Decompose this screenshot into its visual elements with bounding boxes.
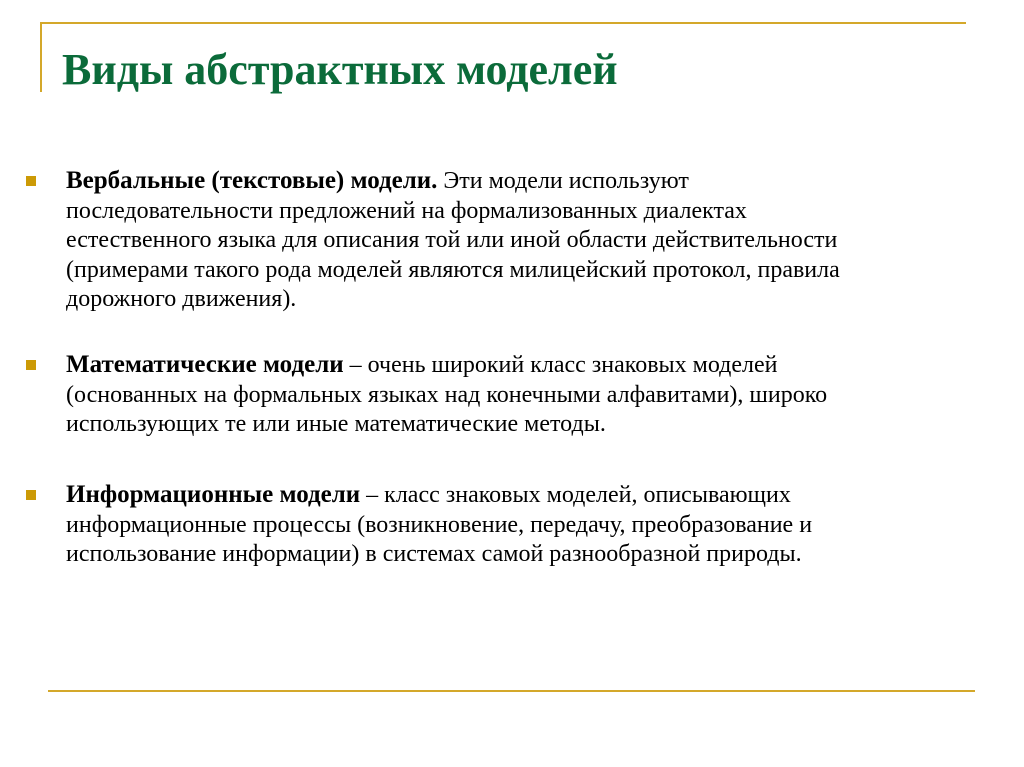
item-text: Эти модели используют	[437, 168, 689, 194]
square-bullet-icon	[26, 176, 36, 186]
item-text: дорожного движения).	[66, 286, 297, 312]
item-text: информационные процессы (возникновение, передачу, преобразование и	[66, 511, 813, 538]
item-text: – очень широкий класс знаковых моделей	[343, 352, 778, 378]
slide-title: Виды абстрактных моделей	[62, 45, 618, 94]
item-text: – класс знаковых моделей, описывающих	[360, 482, 791, 508]
item-text: использование информации) в системах самой разнообразной природы.	[66, 541, 802, 567]
item-text: последовательности предложений на формализованных диалектах	[66, 197, 747, 224]
item-lead: Вербальные (текстовые) модели.	[66, 167, 438, 194]
item-text: (основанных на формальных языках над конечными алфавитами), широко	[66, 381, 828, 408]
item-text: естественного языка для описания той или иной области действительности	[66, 227, 838, 253]
item-text: (примерами такого рода моделей являются милицейский протокол, правила	[66, 256, 840, 283]
item-lead: Информационные модели	[66, 481, 361, 508]
item-text: использующих те или иные математические методы.	[66, 411, 606, 437]
item-lead: Математические модели	[66, 351, 344, 378]
top-rule	[40, 22, 966, 24]
square-bullet-icon	[26, 360, 36, 370]
bottom-rule	[48, 690, 975, 692]
square-bullet-icon	[26, 490, 36, 500]
list-item-verbal	[66, 166, 840, 315]
list-item-math	[66, 350, 827, 440]
title-left-rule	[40, 22, 42, 92]
list-item-info	[66, 480, 812, 570]
